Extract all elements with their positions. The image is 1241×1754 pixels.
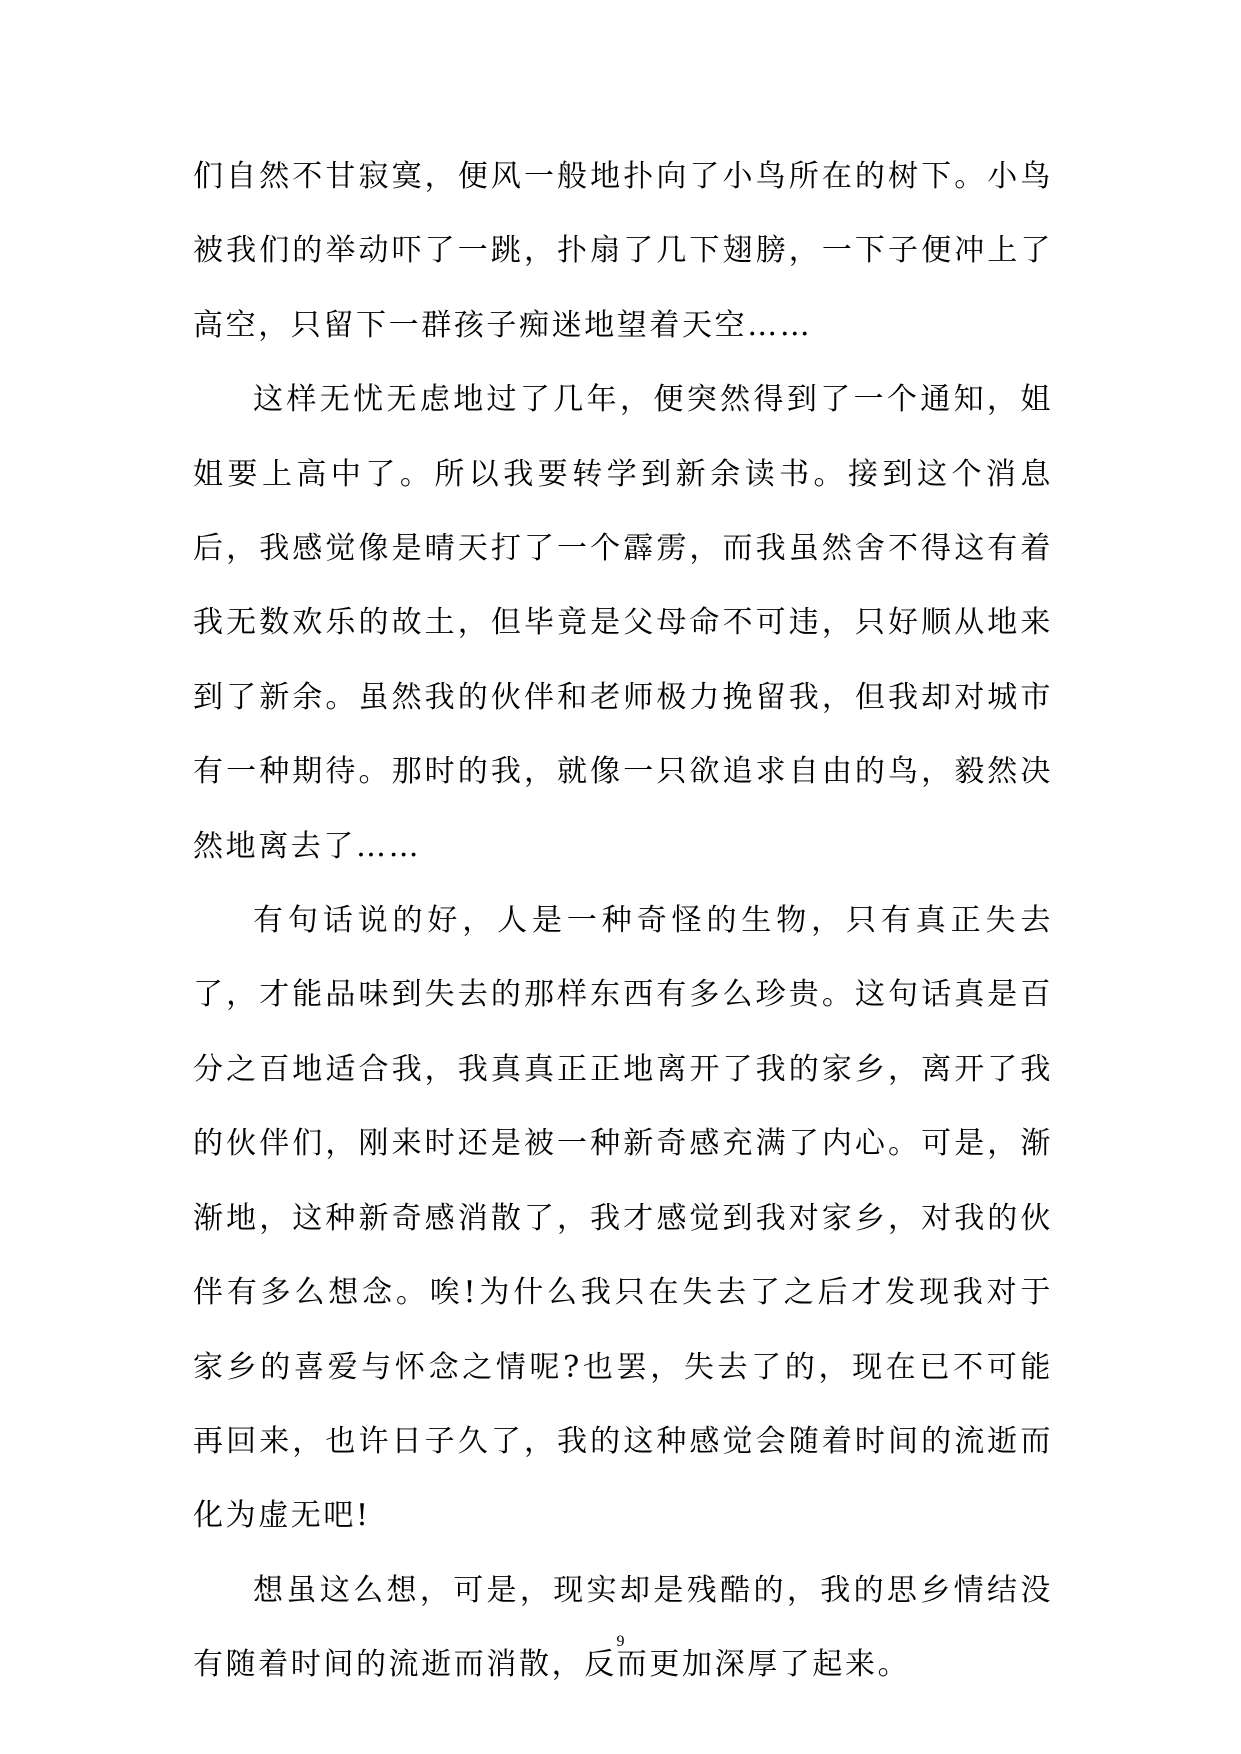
paragraph-1: 们自然不甘寂寞，便风一般地扑向了小鸟所在的树下。小鸟被我们的举动吓了一跳，扑扇了几下翅膀，一下子便冲上了高空，只留下一群孩子痴迷地望着天空…… xyxy=(193,159,1053,343)
paragraph-2: 这样无忧无虑地过了几年，便突然得到了一个通知，姐姐要上高中了。所以我要转学到新余读书。接到这个消息后，我感觉像是晴天打了一个霹雳，而我虽然舍不得这有着我无数欢乐的故土，但毕竟是父母命不可违，只好顺从地来到了新余。虽然我的伙伴和老师极力挽留我，但我却对城市有一种期待。那时的我，就像一只欲追求自由的鸟，毅然决然地离去了…… xyxy=(193,382,1053,864)
paragraph-3: 有句话说的好，人是一种奇怪的生物，只有真正失去了，才能品味到失去的那样东西有多么珍贵。这句话真是百分之百地适合我，我真真正正地离开了我的家乡，离开了我的伙伴们，刚来时还是被一种新奇感充满了内心。可是，渐渐地，这种新奇感消散了，我才感觉到我对家乡，对我的伙伴有多么想念。唉!为什么我只在失去了之后才发现我对于家乡的喜爱与怀念之情呢?也罢，失去了的，现在已不可能再回来，也许日子久了，我的这种感觉会随着时间的流逝而化为虚无吧! xyxy=(193,903,1053,1534)
text-body xyxy=(193,140,1053,1703)
page-number: 9 xyxy=(616,1633,625,1650)
paragraph-4: 想虽这么想，可是，现实却是残酷的，我的思乡情结没有随着时间的流逝而消散，反而更加深厚了起来。 xyxy=(193,1572,1053,1683)
